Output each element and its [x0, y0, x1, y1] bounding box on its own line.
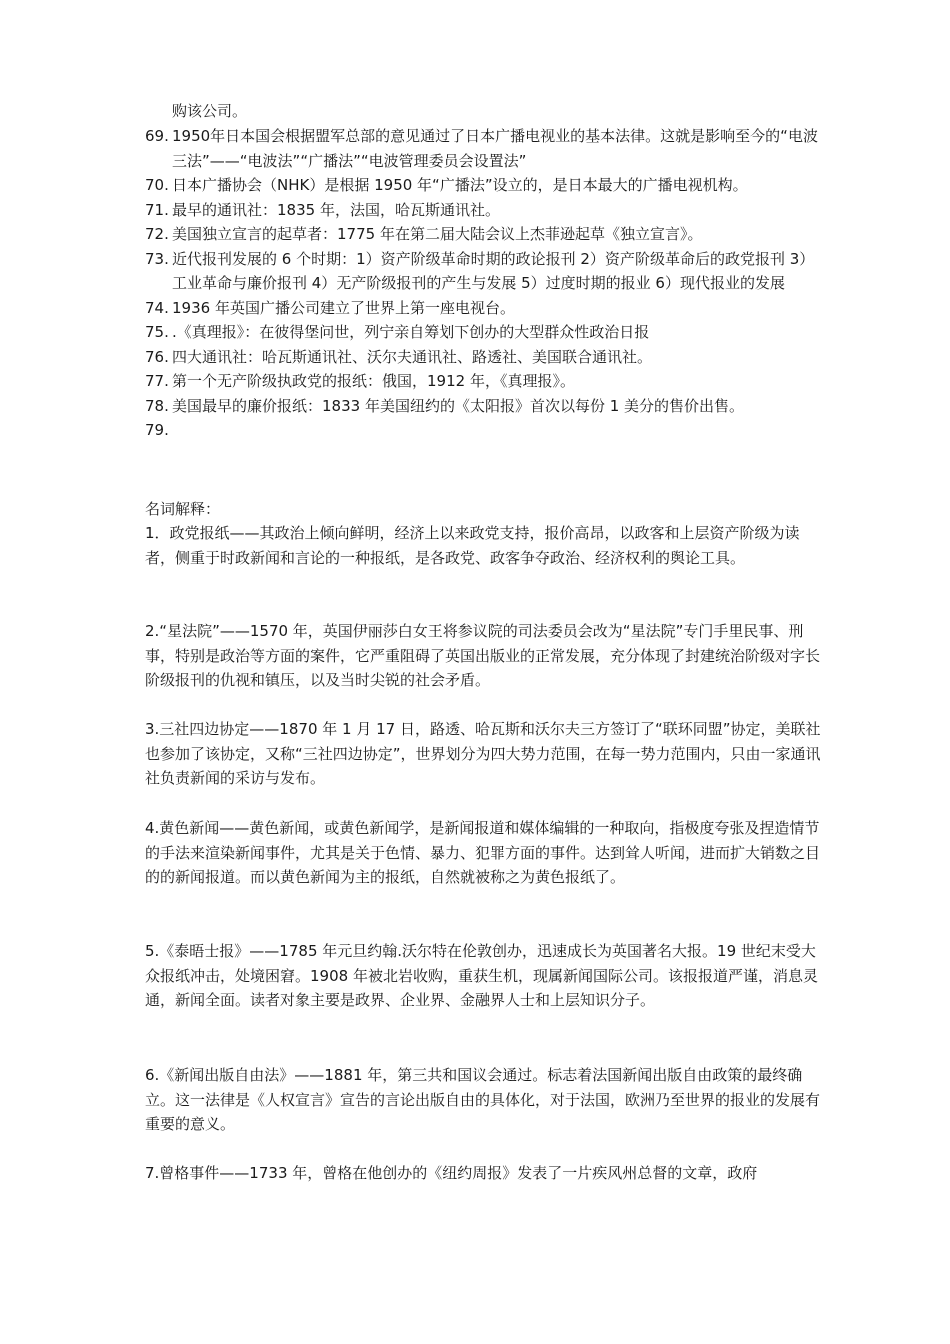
list-item	[145, 222, 825, 247]
list-item-number: 71.	[145, 200, 169, 219]
list-item-text: 四大通讯社：哈瓦斯通讯社、沃尔夫通讯社、路透社、美国联合通讯社。	[172, 347, 653, 366]
section-heading: 名词解释：	[145, 500, 221, 518]
list-item-number: 70.	[145, 176, 169, 194]
list-item-number: 78.	[145, 396, 169, 415]
list-item	[145, 198, 825, 223]
list-item-text: 美国最早的廉价报纸：1833 年美国纽约的《太阳报》首次以每份 1 美分的售价出售。	[172, 396, 745, 415]
term-paragraph: 2.“星法院”——1570 年，英国伊丽莎白女王将参议院的司法委员会改为“星法院”专门手里民事、刑事，特别是政治等方面的案件，它严重阻碍了英国出版业的正常发展，充分体现了封建统治阶级对字长阶级报刊的仇视和镇压，以及当时尖锐的社会矛盾。	[145, 622, 821, 689]
term-paragraph: 1．政党报纸——其政治上倾向鲜明，经济上以来政党支持，报价高昂，以政客和上层资产阶级为读者，侧重于时政新闻和言论的一种报纸，是各政党、政客争夺政治、经济权利的舆论工具。	[145, 524, 800, 567]
list-item	[145, 124, 825, 173]
list-item	[145, 394, 825, 419]
list-item-number: 69.	[145, 127, 169, 145]
list-item-number: 79.	[145, 421, 169, 439]
list-item-text: 1936 年英国广播公司建立了世界上第一座电视台。	[172, 298, 515, 317]
list-item-number: 74.	[145, 298, 169, 317]
list-item-text: 美国独立宣言的起草者：1775 年在第二届大陆会议上杰菲逊起草《独立宣言》。	[172, 225, 703, 243]
list-item-text: 日本广播协会（NHK）是根据 1950 年“广播法”设立的，是日本最大的广播电视机构。	[172, 176, 748, 194]
numbered-list	[145, 124, 825, 439]
continuation-text: 购该公司。	[172, 102, 248, 120]
list-item	[145, 369, 825, 394]
list-item-text: .《真理报》：在彼得堡问世，列宁亲自筹划下创办的大型群众性政治日报	[172, 323, 650, 341]
term-paragraph: 5.《泰晤士报》——1785 年元旦约翰.沃尔特在伦敦创办，迅速成长为英国著名大报。19 世纪末受大众报纸冲击，处境困窘。1908 年被北岩收购，重获生机，现属新闻国际公司。该报报道严谨，消息灵通，新闻全面。读者对象主要是政界、企业界、金融界人士和上层知识分子。	[145, 942, 818, 1009]
list-item-text: 1950年日本国会根据盟军总部的意见通过了日本广播电视业的基本法律。这就是影响至今的“电波三法”——“电波法”“广播法”“电波管理委员会设置法”	[172, 127, 818, 170]
term-paragraph: 7.曾格事件——1733 年，曾格在他创办的《纽约周报》发表了一片疾风州总督的文章，政府	[145, 1164, 758, 1182]
list-item-number: 76.	[145, 347, 169, 366]
list-item	[145, 296, 825, 321]
list-item-number: 77.	[145, 372, 169, 390]
list-item	[145, 345, 825, 370]
list-item-number: 75.	[145, 323, 169, 341]
list-item-number: 73.	[145, 249, 169, 268]
list-item	[145, 173, 825, 198]
term-paragraph: 4.黄色新闻——黄色新闻，或黄色新闻学，是新闻报道和媒体编辑的一种取向，指极度夸张及捏造情节的手法来渲染新闻事件，尤其是关于色情、暴力、犯罪方面的事件。达到耸人听闻，进而扩大销数之目的的新闻报道。而以黄色新闻为主的报纸，自然就被称之为黄色报纸了。	[145, 819, 821, 886]
list-item	[145, 320, 825, 345]
term-paragraph: 3.三社四边协定——1870 年 1 月 17 日，路透、哈瓦斯和沃尔夫三方签订了“联环同盟”协定，美联社也参加了该协定，又称“三社四边协定”，世界划分为四大势力范围，在每一势力范围内，只由一家通讯社负责新闻的采访与发布。	[145, 720, 821, 787]
term-paragraph: 6.《新闻出版自由法》——1881 年，第三共和国议会通过。标志着法国新闻出版自由政策的最终确立。这一法律是《人权宣言》宣告的言论出版自由的具体化，对于法国，欧洲乃至世界的报业的发展有重要的意义。	[145, 1066, 821, 1133]
list-item-text: 最早的通讯社：1835 年，法国，哈瓦斯通讯社。	[172, 200, 500, 219]
list-item-text: 第一个无产阶级执政党的报纸：俄国，1912 年，《真理报》。	[172, 372, 575, 390]
list-item-number: 72.	[145, 225, 169, 243]
list-item	[145, 247, 825, 296]
list-item-text: 近代报刊发展的 6 个时期：1）资产阶级革命时期的政论报刊 2）资产阶级革命后的政党报刊 3）工业革命与廉价报刊 4）无产阶级报刊的产生与发展 5）过度时期的报业 6）现代报业的发展	[172, 249, 815, 292]
